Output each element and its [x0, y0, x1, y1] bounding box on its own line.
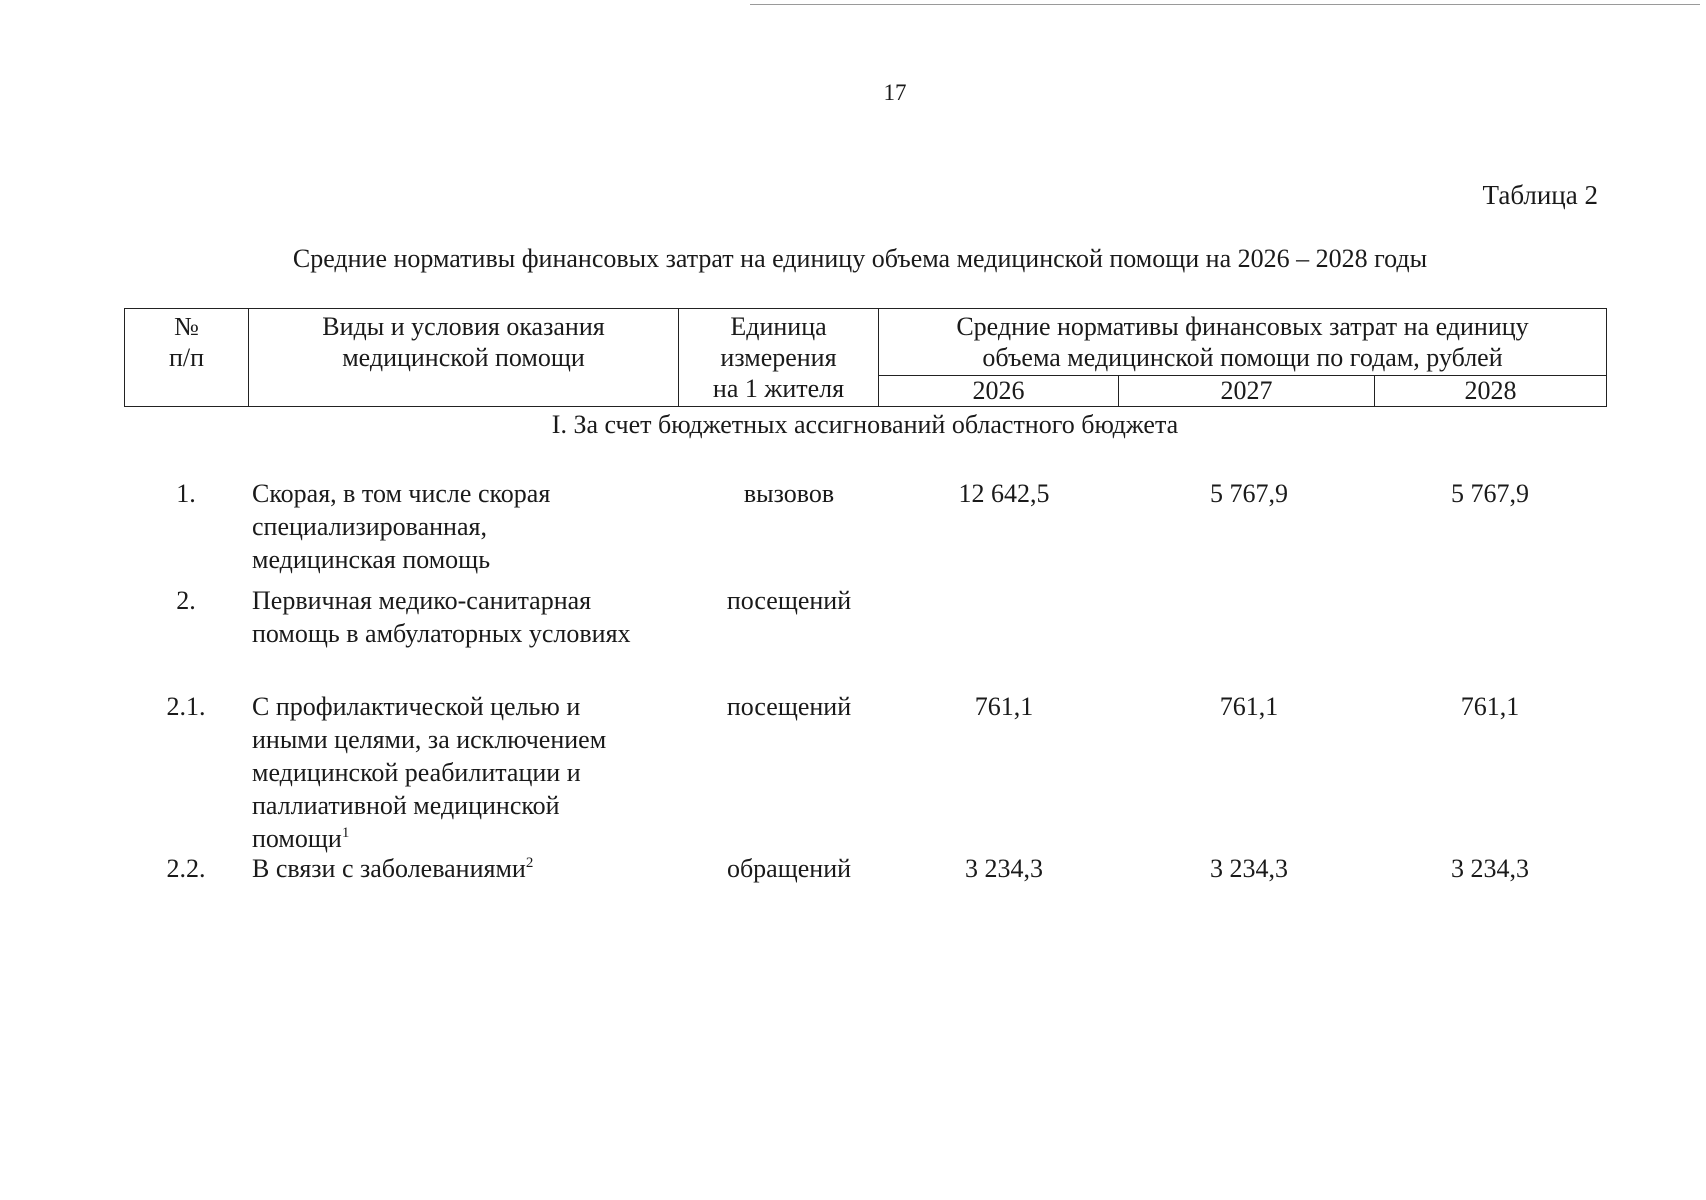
- row-name-text: В связи с заболеваниями: [252, 854, 526, 883]
- footnote-marker: 2: [525, 855, 534, 871]
- header-number-line1: №: [174, 312, 199, 341]
- row-value-2027: 3 234,3: [1210, 854, 1288, 883]
- header-number-line2: п/п: [168, 343, 205, 372]
- row-value-2028: 761,1: [1460, 692, 1520, 721]
- row-name-text: Скорая, в том числе скорая специализированная, медицинская помощь: [252, 479, 551, 574]
- header-year-2028: 2028: [1375, 376, 1607, 407]
- row-value-2028: 3 234,3: [1451, 854, 1529, 883]
- page-number: 17: [883, 80, 907, 105]
- footnote-marker: 1: [341, 825, 350, 841]
- row-name: [252, 477, 552, 576]
- header-year-2027: 2027: [1119, 376, 1375, 407]
- row-value-2027: 761,1: [1219, 692, 1279, 721]
- row-value-2026: 12 642,5: [958, 479, 1050, 508]
- header-unit-line1: Единица: [730, 312, 827, 341]
- row-unit: посещений: [726, 692, 852, 721]
- row-name-text: С профилактической целью и иными целями, за исключением медицинской реабилитации и паллиативной медицинской помощи: [252, 692, 607, 853]
- header-type-line2: медицинской помощи: [342, 343, 585, 372]
- section-title: I. За счет бюджетных ассигнований областного бюджета: [551, 410, 1179, 439]
- header-cell-number: [125, 309, 249, 407]
- row-name: [252, 584, 682, 650]
- table-label: Таблица 2: [1482, 180, 1598, 210]
- header-year-2026: 2026: [879, 376, 1119, 407]
- header-type-line1: Виды и условия оказания: [322, 312, 605, 341]
- row-number: 2.2.: [166, 854, 206, 883]
- row-value-2026: 761,1: [974, 692, 1034, 721]
- row-unit: посещений: [726, 586, 852, 615]
- header-norms-line1: Средние нормативы финансовых затрат на единицу: [956, 312, 1529, 341]
- header-norms-line2: объема медицинской помощи по годам, рублей: [982, 343, 1503, 372]
- row-value-2027: 5 767,9: [1210, 479, 1288, 508]
- header-cell-type: [249, 309, 679, 407]
- row-value-2026: 3 234,3: [965, 854, 1043, 883]
- row-name: [252, 690, 647, 855]
- header-unit-line3: на 1 жителя: [712, 374, 845, 403]
- document-title: Средние нормативы финансовых затрат на единицу объема медицинской помощи на 2026 – 2028 годы: [292, 244, 1428, 273]
- row-unit: вызовов: [743, 479, 835, 508]
- row-number: 2.: [176, 586, 196, 615]
- table-header: [124, 308, 1607, 407]
- header-unit-line2: измерения: [720, 343, 837, 372]
- scan-top-edge-line: [750, 4, 1700, 5]
- header-cell-norms: [879, 309, 1607, 376]
- row-value-2028: 5 767,9: [1451, 479, 1529, 508]
- header-cell-unit: [679, 309, 879, 407]
- row-number: 2.1.: [166, 692, 206, 721]
- row-number: 1.: [176, 479, 196, 508]
- row-name-text: Первичная медико-санитарная помощь в амбулаторных условиях: [252, 586, 631, 648]
- row-unit: обращений: [726, 854, 852, 883]
- row-name: [252, 852, 682, 885]
